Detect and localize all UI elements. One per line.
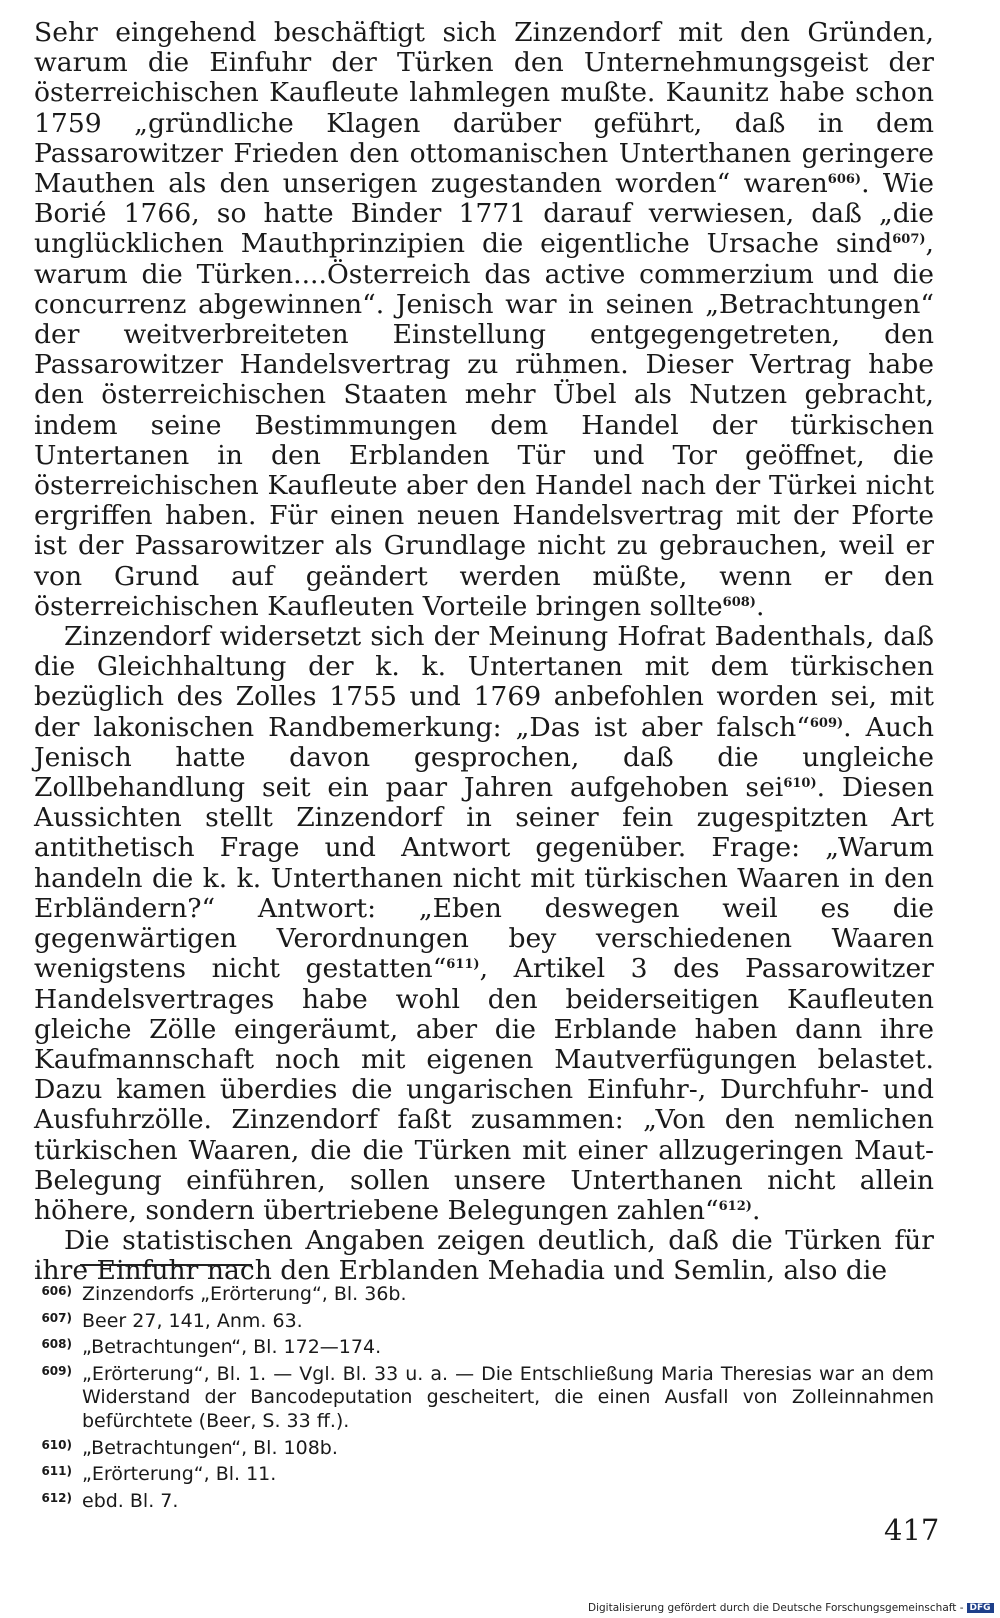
footnote-number: 612) <box>41 1490 72 1505</box>
footnote-text: „Betrachtungen“, Bl. 108b. <box>82 1436 338 1459</box>
footnote-reference: 608) <box>722 594 756 610</box>
footnote-text: Beer 27, 141, Anm. 63. <box>82 1309 303 1332</box>
footnote-text: „Betrachtungen“, Bl. 172—174. <box>82 1336 382 1359</box>
body-text <box>34 18 934 1287</box>
page-number: 417 <box>884 1513 940 1547</box>
text-run: . Auch Jenisch hatte davon gesprochen, daß die ungleiche Zollbehandlung seit ein paar Jahren aufgehoben sei <box>34 711 934 804</box>
footnote <box>34 1280 934 1307</box>
footnote-number: 608) <box>41 1337 72 1352</box>
text-run: Zinzendorf widersetzt sich der Meinung Hofrat Badenthals, daß die Gleichhaltung der k. k. Untertanen mit dem türkischen bezüglich des Zolles 1755 und 1769 anbefohlen worden sei, mit der lakonischen Randbemerkung: „Das ist aber falsch“ <box>34 621 934 743</box>
text-run: . Diesen Aussichten stellt Zinzendorf in seiner fein zugespitzten Art antithetisch Frage und Antwort gegenüber. Frage: „Warum handeln die k. k. Unterthanen nicht mit türkischen Waaren in den Erbländern?“ Antwort: „Eben deswegen weil es die gegenwärtigen Verordnungen bey verschiedenen Waaren wenigstens nicht gestatten“ <box>34 772 934 985</box>
text-run: , Artikel 3 des Passarowitzer Handelsvertrages habe wohl den beiderseitigen Kaufleuten gleiche Zölle eingeräumt, aber die Erblande haben dann ihre Kaufmannschaft noch mit eigenen Mautverfügungen belastet. Dazu kamen überdies die ungarischen Einfuhr-, Durchfuhr- und Ausfuhrzölle. Zinzendorf faßt zusammen: „Von den nemlichen türkischen Waaren, die die Türken mit einer allzugeringen Maut-Belegung einführen, sollen unsere Unterthanen nicht allein höhere, sondern übertriebene Belegungen zahlen“ <box>34 953 934 1226</box>
text-run: . <box>751 1194 761 1226</box>
paragraph-1 <box>34 18 934 622</box>
text-run: . Wie Borié 1766, so hatte Binder 1771 darauf verwiesen, daß „die unglücklichen Mauthprinzipien die eigentliche Ursache sind <box>34 168 934 260</box>
text-run: Die statistischen Angaben zeigen deutlich, daß die Türken für ihre Einfuhr nach den Erblanden Mehadia und Semlin, also die <box>34 1225 934 1287</box>
footnote-text: „Erörterung“, Bl. 11. <box>82 1463 277 1486</box>
paragraph-3 <box>34 1226 934 1286</box>
footnote <box>34 1434 934 1461</box>
footnote <box>34 1360 934 1434</box>
footnote-reference: 610) <box>783 776 817 792</box>
text-run: , warum die Türken....Österreich das active commerzium und die concurrenz abgewinnen“. Jenisch war in seinen „Betrachtungen“ der weitverbreiteten Einstellung entgegengetreten, den Passarowitzer Handelsvertrag zu rühmen. Dieser Vertrag habe den österreichischen Staaten mehr Übel als Nutzen gebracht, indem seine Bestimmungen dem Handel der türkischen Untertanen in den Erblanden Tür und Tor geöffnet, die österreichischen Kaufleute aber den Handel nach der Türkei nicht ergriffen haben. Für einen neuen Handelsvertrag mit der Pforte ist der Passarowitzer als Grundlage nicht zu gebrauchen, weil er von Grund auf geändert werden müßte, wenn er den österreichischen Kaufleuten Vorteile bringen sollte <box>34 228 934 622</box>
footnote-number: 611) <box>41 1464 72 1479</box>
credit-text: Digitalisierung gefördert durch die Deutsche Forschungsgemeinschaft - <box>588 1602 964 1614</box>
text-run: Sehr eingehend beschäftigt sich Zinzendorf mit den Gründen, warum die Einfuhr der Türken den Unternehmungsgeist der österreichischen Kaufleute lahmlegen mußte. Kaunitz habe schon 1759 „gründliche Klagen darüber geführt, daß in dem Passarowitzer Frieden den ottomanischen Unterthanen geringere Mauthen als den unserigen zugestanden worden“ waren <box>34 17 934 200</box>
footnotes <box>34 1280 934 1513</box>
footnote <box>34 1333 934 1360</box>
footnote-divider <box>80 1264 252 1266</box>
footnote-number: 607) <box>41 1310 72 1325</box>
footnote-text: Zinzendorfs „Erörterung“, Bl. 36b. <box>82 1283 407 1305</box>
footnote <box>34 1307 934 1334</box>
text-run: . <box>755 590 765 622</box>
footnote <box>34 1487 934 1514</box>
footnote-number: 609) <box>41 1363 72 1378</box>
digitization-credit <box>588 1602 994 1614</box>
footnote-reference: 609) <box>809 715 844 731</box>
footnote-reference: 606) <box>827 172 862 188</box>
footnote-number: 610) <box>41 1437 72 1452</box>
footnote <box>34 1460 934 1487</box>
footnote-reference: 611) <box>446 957 480 973</box>
footnote-text: „Erörterung“, Bl. 1. — Vgl. Bl. 33 u. a. — Die Entschließung Maria Theresias war an dem Widerstand der Bancodeputation gescheitert, die einen Ausfall von Zolleinnahmen befürchtete (Beer, S. 33 ff.). <box>82 1362 934 1432</box>
paragraph-2 <box>34 622 934 1226</box>
footnote-reference: 607) <box>892 232 926 248</box>
footnote-reference: 612) <box>718 1198 752 1214</box>
dfg-logo: DFG <box>967 1603 994 1613</box>
footnote-number: 606) <box>41 1284 72 1298</box>
footnote-text: ebd. Bl. 7. <box>82 1489 179 1512</box>
